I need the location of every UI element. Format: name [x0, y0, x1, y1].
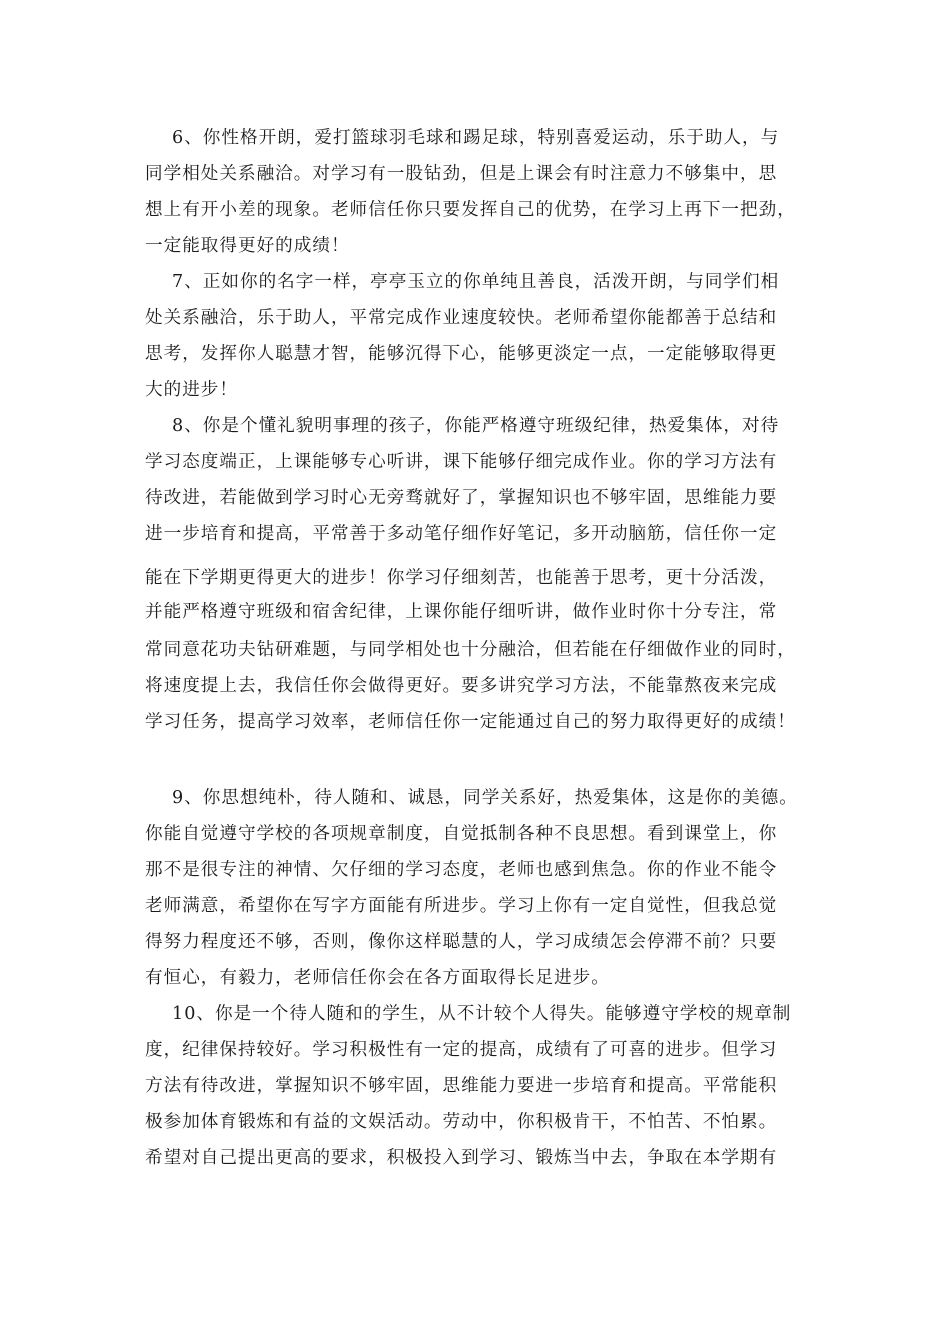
text-line: 同学相处关系融洽。对学习有一股钻劲，但是上课会有时注意力不够集中，思: [145, 164, 778, 184]
text-line: 并能严格遵守班级和宿舍纪律，上课你能仔细听讲，做作业时你十分专注，常: [145, 602, 778, 622]
text-line: 极参加体育锻炼和有益的文娱活动。劳动中，你积极肯干，不怕苦、不怕累。: [145, 1112, 778, 1132]
text-line: 6、你性格开朗，爱打篮球羽毛球和踢足球，特别喜爱运动，乐于助人，与: [172, 128, 780, 148]
text-line: 处关系融洽，乐于助人，平常完成作业速度较快。老师希望你能都善于总结和: [145, 308, 778, 328]
text-line: 那不是很专注的神情、欠仔细的学习态度，老师也感到焦急。你的作业不能令: [145, 860, 778, 880]
text-line: 进一步培育和提高，平常善于多动笔仔细作好笔记，多开动脑筋，信任你一定: [145, 524, 778, 544]
text-line: 有恒心，有毅力，老师信任你会在各方面取得长足进步。: [145, 968, 610, 988]
text-line: 你能自觉遵守学校的各项规章制度，自觉抵制各种不良思想。看到课堂上，你: [145, 824, 778, 844]
text-line: 常同意花功夫钻研难题，与同学相处也十分融洽，但若能在仔细做作业的同时，: [145, 640, 796, 660]
text-line: 希望对自己提出更高的要求，积极投入到学习、锻炼当中去，争取在本学期有: [145, 1148, 778, 1168]
text-line: 待改进，若能做到学习时心无旁骛就好了，掌握知识也不够牢固，思维能力要: [145, 488, 778, 508]
text-line: 得努力程度还不够，否则，像你这样聪慧的人，学习成绩怎会停滞不前？只要: [145, 932, 778, 952]
text-line: 9、你思想纯朴，待人随和、诚恳，同学关系好，热爱集体，这是你的美德。: [172, 788, 798, 808]
text-line: 将速度提上去，我信任你会做得更好。要多讲究学习方法，不能靠熬夜来完成: [145, 676, 778, 696]
text-line: 7、正如你的名字一样，亭亭玉立的你单纯且善良，活泼开朗，与同学们相: [172, 272, 780, 292]
text-line: 老师满意，希望你在写字方面能有所进步。学习上你有一定自觉性，但我总觉: [145, 896, 778, 916]
text-line: 一定能取得更好的成绩！: [145, 236, 350, 256]
text-line: 思考，发挥你人聪慧才智，能够沉得下心，能够更淡定一点，一定能够取得更: [145, 344, 778, 364]
text-line: 方法有待改进，掌握知识不够牢固，思维能力要进一步培育和提高。平常能积: [145, 1076, 778, 1096]
text-line: 想上有开小差的现象。老师信任你只要发挥自己的优势，在学习上再下一把劲，: [145, 200, 796, 220]
text-line: 8、你是个懂礼貌明事理的孩子，你能严格遵守班级纪律，热爱集体，对待: [172, 416, 780, 436]
text-line: 度，纪律保持较好。学习积极性有一定的提高，成绩有了可喜的进步。但学习: [145, 1040, 778, 1060]
text-line: 大的进步！: [145, 380, 238, 400]
text-line: 10、你是一个待人随和的学生，从不计较个人得失。能够遵守学校的规章制: [172, 1004, 792, 1024]
text-line: 学习态度端正，上课能够专心听讲，课下能够仔细完成作业。你的学习方法有: [145, 452, 778, 472]
text-line: 学习任务，提高学习效率，老师信任你一定能通过自己的努力取得更好的成绩！: [145, 712, 796, 732]
text-line: 能在下学期更得更大的进步！你学习仔细刻苦，也能善于思考，更十分活泼，: [145, 568, 778, 588]
